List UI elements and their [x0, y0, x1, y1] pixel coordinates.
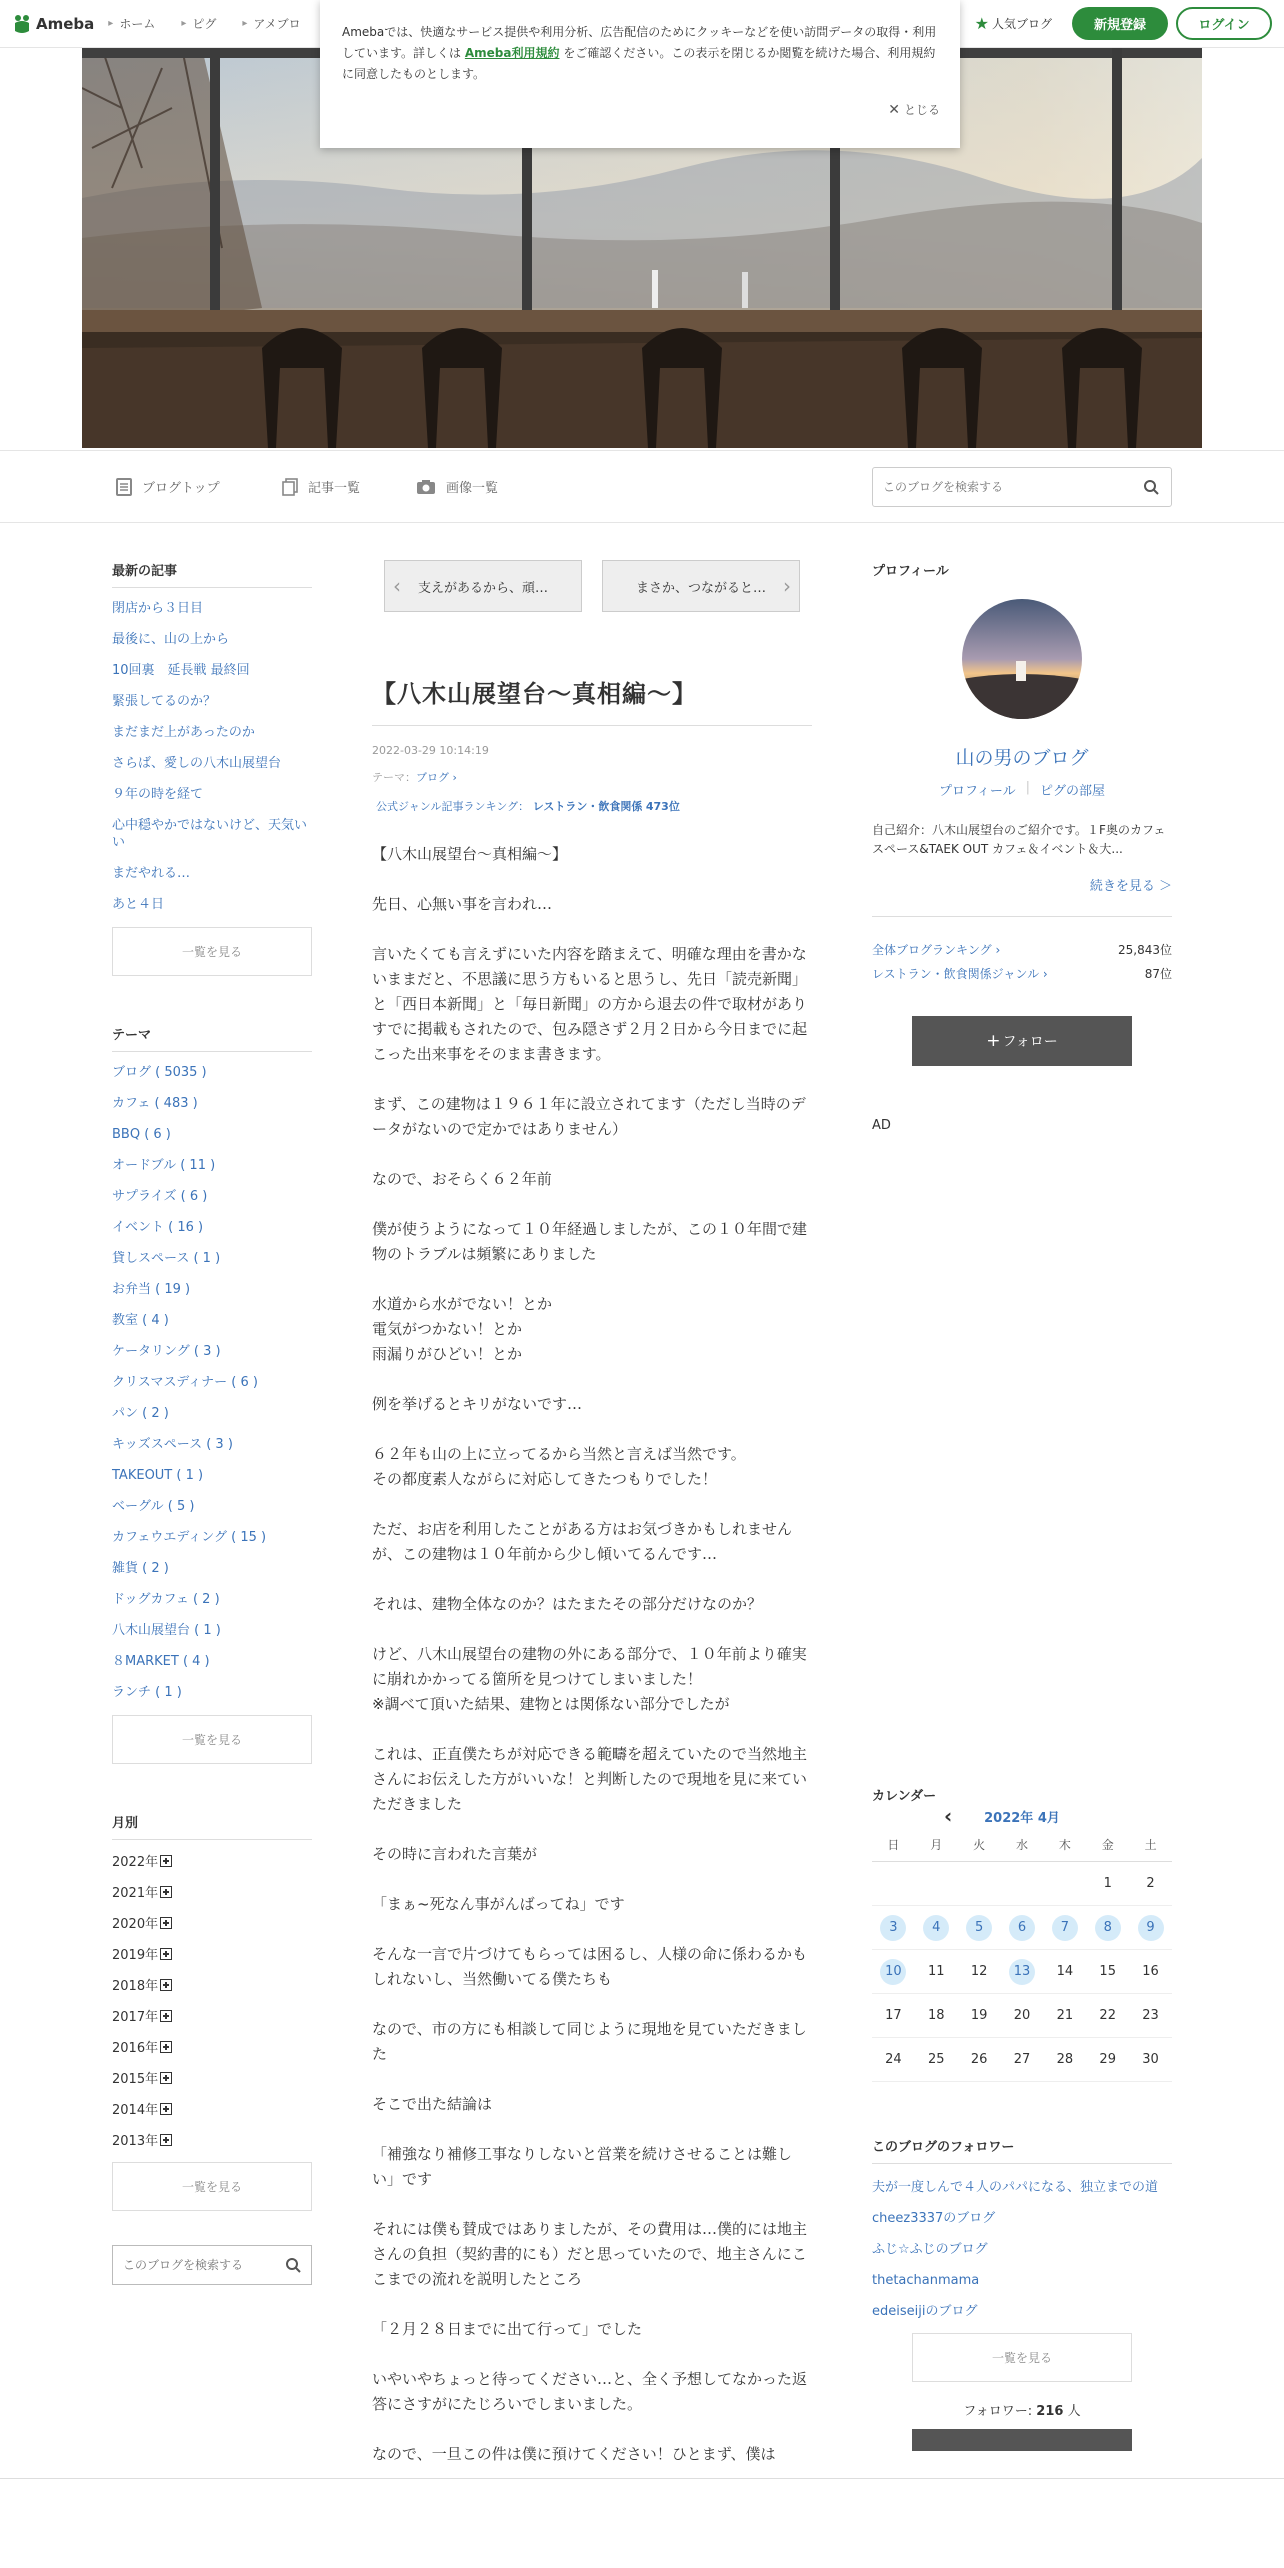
follower-link[interactable]: 夫が一度しんで４人のパパになる、独立までの道	[872, 2180, 1159, 2195]
theme-link[interactable]: TAKEOUT ( 1 )	[112, 1468, 204, 1483]
monthly-more-button[interactable]: 一覧を見る	[112, 2162, 312, 2211]
theme-link[interactable]: ブログ ( 5035 )	[112, 1065, 207, 1080]
avatar[interactable]	[962, 599, 1082, 719]
calendar-day[interactable]: 17	[872, 1994, 915, 2038]
ranking-box	[872, 916, 1172, 982]
nav-label: ホーム	[119, 17, 156, 31]
logo-text: Ameba	[36, 14, 95, 33]
calendar-day[interactable]: 26	[958, 2038, 1001, 2082]
month-item[interactable]	[112, 1914, 312, 1931]
rank-label: 公式ジャンル記事ランキング：	[376, 800, 530, 813]
genre-ranking	[372, 798, 812, 814]
article-paragraph: まず、この建物は１９６１年に設立されてます（ただし当時のデータがないので定かではありません）	[372, 1095, 806, 1138]
calendar-day	[1043, 1862, 1086, 1906]
month-item[interactable]	[112, 1883, 312, 1900]
next-article-button[interactable]	[602, 560, 800, 612]
article-paragraph: 「２月２８日までに出て行って」でした	[372, 2320, 643, 2338]
calendar-heading: カレンダー	[872, 1789, 937, 1804]
calendar-weekday: 土	[1129, 1828, 1172, 1862]
theme-link[interactable]: 八木山展望台 ( 1 )	[112, 1623, 221, 1638]
month-label: 2019年	[112, 1948, 159, 1963]
cookie-close-button[interactable]	[888, 100, 940, 121]
chevron-left-icon: ‹	[393, 574, 401, 598]
calendar-day[interactable]: 6	[1001, 1906, 1044, 1950]
month-label: 2013年	[112, 2134, 159, 2149]
nav-label: ピグ	[192, 17, 217, 31]
theme-heading: テーマ	[112, 1024, 312, 1052]
month-label: 2014年	[112, 2103, 159, 2118]
article-paragraph: そんな一言で片づけてもらっては困るし、人様の命に係わるかもしれないし、当然働いてる僕たちも	[372, 1945, 808, 1988]
calendar-day[interactable]: 21	[1043, 1994, 1086, 2038]
article-paragraph: 僕が使うようになって１０年経過しましたが、この１０年間で建物のトラブルは頻繁にありました	[372, 1220, 808, 1263]
theme-link[interactable]: カフェ ( 483 )	[112, 1096, 198, 1111]
plus-icon[interactable]	[160, 1855, 172, 1867]
article-paragraph: けど、八木山展望台の建物の外にある部分で、１０年前より確実に崩れかかってる箇所を見つけてしまいました！ ※調べて頂いた結果、建物とは関係ない部分でしたが	[372, 1645, 807, 1713]
recent-articles-list	[112, 600, 312, 913]
month-label: 2020年	[112, 1917, 159, 1932]
article-paragraph: ただ、お店を利用したことがある方はお気づきかもしれませんが、この建物は１０年前から少し傾いてるんです…	[372, 1520, 793, 1563]
theme-link[interactable]: キッズスペース ( 3 )	[112, 1437, 233, 1452]
theme-link[interactable]: オードブル ( 11 )	[112, 1158, 216, 1173]
blog-name-link[interactable]: 山の男のブログ	[955, 747, 1089, 769]
calendar-day[interactable]: 19	[958, 1994, 1001, 2038]
calendar-day[interactable]: 20	[1001, 1994, 1044, 2038]
chevron-right-icon: ▸	[181, 18, 187, 29]
cookie-notice	[320, 0, 960, 148]
article-list-label: 記事一覧	[308, 481, 361, 496]
plus-icon[interactable]	[160, 1979, 172, 1991]
month-label: 2022年	[112, 1855, 159, 1870]
month-item[interactable]	[112, 1945, 312, 1962]
recent-article-link[interactable]: まだまだ上があったのか	[112, 725, 255, 740]
follower-link[interactable]: edeiseijiのブログ	[872, 2304, 978, 2319]
calendar-month-header	[872, 1804, 1172, 1828]
recent-articles-heading: 最新の記事	[112, 560, 312, 588]
calendar-day[interactable]: 30	[1129, 2038, 1172, 2082]
nav-home[interactable]	[108, 15, 155, 32]
article-paragraph: 「まぁ~死なん事がんばってね」です	[372, 1895, 625, 1913]
calendar-day	[1001, 1862, 1044, 1906]
follower-link[interactable]: thetachanmama	[872, 2273, 980, 2288]
calendar-weekday: 日	[872, 1828, 915, 1862]
article-body	[372, 842, 812, 2467]
sidebar-search-input[interactable]	[113, 2258, 275, 2272]
article-paragraph: そこで出た結論は	[372, 2095, 493, 2113]
theme-link[interactable]: BBQ ( 6 )	[112, 1127, 171, 1142]
followers-more-button[interactable]: 一覧を見る	[912, 2333, 1132, 2382]
follower-link[interactable]: ふじ☆ふじのブログ	[872, 2242, 988, 2257]
close-icon: ✕	[888, 102, 900, 118]
profile-intro: 自己紹介：八木山展望台のご紹介です。１F奥のカフェスペース&TAEK OUT カフェ＆イベント＆大...	[872, 823, 1166, 856]
recent-article-link[interactable]: 最後に、山の上から	[112, 632, 230, 647]
calendar-day[interactable]: 15	[1086, 1950, 1129, 1994]
ranking-value: 25,843位	[1118, 943, 1172, 957]
recent-article-link[interactable]: 閉店から３日目	[112, 601, 204, 616]
popular-blogs-link[interactable]	[975, 14, 1052, 33]
global-nav	[108, 15, 326, 32]
theme-link[interactable]: サプライズ ( 6 )	[112, 1189, 208, 1204]
theme-link[interactable]: ケータリング ( 3 )	[112, 1344, 221, 1359]
month-label: 2016年	[112, 2041, 159, 2056]
calendar-day[interactable]: 12	[958, 1950, 1001, 1994]
month-label: 2015年	[112, 2072, 159, 2087]
theme-link[interactable]: ８MARKET ( 4 )	[112, 1654, 210, 1669]
blog-search	[872, 467, 1172, 507]
recent-article-link[interactable]: さらば、愛しの八木山展望台	[112, 756, 282, 771]
chevron-left-icon[interactable]: ‹	[944, 1804, 953, 1828]
article-paragraph: なので、市の方にも相談して同じように現地を見ていただきました	[372, 2020, 807, 2063]
recent-more-button[interactable]: 一覧を見る	[112, 927, 312, 976]
close-label: とじる	[903, 103, 940, 117]
calendar-day[interactable]: 1	[1086, 1862, 1129, 1906]
read-more-link[interactable]: 続きを見る ＞	[1089, 879, 1172, 894]
calendar-day[interactable]: 14	[1043, 1950, 1086, 1994]
follow-label: フォロー	[1002, 1034, 1058, 1050]
article-paragraph: 水道から水がでない！とか 電気がつかない！とか 雨漏りがひどい！とか	[372, 1295, 553, 1363]
rank-value: 473位	[645, 800, 680, 813]
plus-icon[interactable]	[160, 2103, 172, 2115]
article-paragraph: なので、一旦この件は僕に預けてください！ひとまず、僕は	[372, 2445, 776, 2463]
document-icon	[116, 478, 132, 496]
ad-label: AD	[872, 1118, 891, 1133]
rank-genre-link[interactable]: レストラン・飲食関係	[532, 800, 643, 813]
article-paragraph: いやいやちょっと待ってください…と、全く予想してなかった返答にさすがにたじろいでしまいました。	[372, 2370, 808, 2413]
theme-link[interactable]: ランチ ( 1 )	[112, 1685, 182, 1700]
plus-icon: +	[986, 1031, 1001, 1051]
month-item[interactable]	[112, 1976, 312, 1993]
plus-icon[interactable]	[160, 1948, 172, 1960]
month-item[interactable]	[112, 2038, 312, 2055]
theme-link[interactable]: イベント ( 16 )	[112, 1220, 204, 1235]
calendar-day[interactable]: 11	[915, 1950, 958, 1994]
header-actions	[975, 7, 1272, 40]
register-button[interactable]: 新規登録	[1072, 7, 1168, 40]
prev-article-button[interactable]	[384, 560, 582, 612]
monthly-heading: 月別	[112, 1812, 312, 1840]
recent-article-link[interactable]: あと４日	[112, 897, 165, 912]
nav-pigg[interactable]	[181, 15, 216, 32]
blog-top-label: ブログトップ	[142, 481, 220, 496]
ranking-row	[872, 965, 1172, 982]
overall-ranking-link[interactable]: 全体ブログランキング ›	[872, 943, 1001, 957]
nav-label: アメブロ	[253, 17, 301, 31]
calendar-grid	[872, 1828, 1172, 2082]
prev-article-label: 支えがあるから、頑…	[417, 580, 548, 596]
article	[372, 560, 812, 2492]
theme-link[interactable]: お弁当 ( 19 )	[112, 1282, 191, 1297]
plus-icon[interactable]	[160, 1886, 172, 1898]
theme-link[interactable]: 教室 ( 4 )	[112, 1313, 169, 1328]
calendar-day[interactable]: 22	[1086, 1994, 1129, 2038]
recent-article-link[interactable]: まだやれる…	[112, 866, 191, 881]
article-date: 2022-03-29 10:14:19	[372, 744, 489, 757]
article-paragraph: なので、おそらく６２年前	[372, 1170, 552, 1188]
calendar-day[interactable]: 3	[872, 1906, 915, 1950]
ranking-row	[872, 941, 1172, 958]
ranking-value: 87位	[1144, 967, 1172, 981]
chevron-right-icon: ›	[783, 574, 791, 598]
calendar-day[interactable]: 16	[1129, 1950, 1172, 1994]
theme-more-button[interactable]: 一覧を見る	[112, 1715, 312, 1764]
article-paragraph: それは、建物全体なのか？はたまたその部分だけなのか？	[372, 1595, 763, 1613]
calendar-weekday: 月	[915, 1828, 958, 1862]
calendar-day[interactable]: 23	[1129, 1994, 1172, 2038]
theme-list	[112, 1064, 312, 1701]
theme-link[interactable]: パン ( 2 )	[112, 1406, 169, 1421]
article-theme: テーマ：ブログ ›	[372, 771, 457, 784]
calendar-day[interactable]: 25	[915, 2038, 958, 2082]
article-paragraph: それには僕も賛成ではありましたが、その費用は…僕的には地主さんの負担（契約書的にも）だと思っていたので、地主さんにここまでの流れを説明したところ	[372, 2220, 808, 2288]
next-article-label: まさか、つながると…	[635, 580, 766, 596]
month-item[interactable]	[112, 2100, 312, 2117]
copy-icon	[282, 478, 298, 496]
calendar-day[interactable]: 9	[1129, 1906, 1172, 1950]
follow-button-bottom[interactable]	[912, 2429, 1132, 2451]
calendar-day[interactable]: 2	[1129, 1862, 1172, 1906]
pig-room-link[interactable]: ピグの部屋	[1040, 784, 1106, 799]
search-icon[interactable]	[1131, 479, 1171, 495]
sidebar-search	[112, 2245, 312, 2285]
article-paragraph: ６２年も山の上に立ってるから当然と言えば当然です。 その都度素人ながらに対応してきたつもりでした！	[372, 1445, 746, 1488]
blog-search-input[interactable]	[873, 480, 1131, 494]
plus-icon[interactable]	[160, 2072, 172, 2084]
calendar-weekday: 金	[1086, 1828, 1129, 1862]
article-list-link[interactable]	[282, 477, 360, 496]
nav-ameblo[interactable]	[242, 15, 300, 32]
calendar-day[interactable]: 13	[1001, 1950, 1044, 1994]
camera-icon	[416, 479, 436, 495]
recent-article-link[interactable]: ９年の時を経て	[112, 787, 204, 802]
profile-heading: プロフィール	[872, 564, 949, 579]
cookie-text-2: をご確認ください。この表示を閉じるか閲覧を続けた場合、利用規約に同意したものとします。	[342, 46, 936, 81]
calendar-day	[872, 1862, 915, 1906]
calendar-day[interactable]: 27	[1001, 2038, 1044, 2082]
profile-links: プロフィール | ピグの部屋	[938, 780, 1106, 799]
chevron-right-icon: ▸	[108, 18, 114, 29]
plus-icon[interactable]	[160, 2134, 172, 2146]
cookie-text: Amebaでは、快適なサービス提供や利用分析、広告配信のためにクッキーなどを使い訪問データの取得・利用しています。詳しくは	[342, 25, 937, 60]
calendar	[872, 1785, 1172, 2082]
image-list-label: 画像一覧	[446, 481, 499, 496]
calendar-day[interactable]: 8	[1086, 1906, 1129, 1950]
followers-section	[872, 2136, 1172, 2451]
follower-count: フォロワー: 216 人	[963, 2404, 1081, 2419]
article-paragraph: 例を挙げるとキリがないです…	[372, 1395, 583, 1413]
theme-link[interactable]: 貸しスペース ( 1 )	[112, 1251, 221, 1266]
blog-nav	[0, 450, 1284, 523]
chevron-right-icon: ▸	[242, 18, 248, 29]
theme-link[interactable]: クリスマスディナー ( 6 )	[112, 1375, 258, 1390]
calendar-day[interactable]: 7	[1043, 1906, 1086, 1950]
follow-button[interactable]	[912, 1016, 1132, 1066]
calendar-weekday: 水	[1001, 1828, 1044, 1862]
calendar-day[interactable]: 29	[1086, 2038, 1129, 2082]
calendar-day[interactable]: 5	[958, 1906, 1001, 1950]
right-sidebar	[872, 560, 1172, 2451]
theme-link[interactable]: ベーグル ( 5 )	[112, 1499, 195, 1514]
theme-link[interactable]: ブログ	[416, 771, 449, 784]
month-label: 2018年	[112, 1979, 159, 1994]
blog-top-link[interactable]	[116, 477, 220, 496]
calendar-day[interactable]: 4	[915, 1906, 958, 1950]
article-pager	[372, 560, 812, 612]
calendar-day[interactable]: 10	[872, 1950, 915, 1994]
month-label: 2021年	[112, 1886, 159, 1901]
calendar-day[interactable]: 18	[915, 1994, 958, 2038]
calendar-weekday: 木	[1043, 1828, 1086, 1862]
month-item[interactable]	[112, 1852, 312, 1869]
login-button[interactable]: ログイン	[1176, 7, 1272, 40]
recent-article-link[interactable]: 心中穏やかではないけど、天気いい	[112, 818, 308, 850]
theme-link[interactable]: 雑貨 ( 2 )	[112, 1561, 169, 1576]
article-title: 【八木山展望台～真相編～】	[372, 674, 812, 726]
article-paragraph: 先日、心無い事を言われ…	[372, 895, 553, 913]
article-paragraph: これは、正直僕たちが対応できる範疇を超えていたので当然地主さんにお伝えした方がいいな！と判断したので現地を見に来ていただきました	[372, 1745, 808, 1813]
popular-label: 人気ブログ	[991, 17, 1052, 31]
calendar-weekday: 火	[958, 1828, 1001, 1862]
month-item[interactable]	[112, 2069, 312, 2086]
article-paragraph: 「補強なり補修工事なりしないと営業を続けさせることは難しい」です	[372, 2145, 793, 2188]
article-paragraph: その時に言われた言葉が	[372, 1845, 538, 1863]
recent-article-link[interactable]: 緊張してるのか？	[112, 694, 217, 709]
monthly-list	[112, 1852, 312, 2148]
followers-heading: このブログのフォロワー	[872, 2136, 1172, 2164]
theme-label: テーマ：	[372, 771, 416, 784]
month-item[interactable]	[112, 2131, 312, 2148]
calendar-day	[958, 1862, 1001, 1906]
followers-list	[872, 2178, 1172, 2321]
calendar-day[interactable]: 28	[1043, 2038, 1086, 2082]
calendar-day	[915, 1862, 958, 1906]
month-item[interactable]	[112, 2007, 312, 2024]
recent-article-link[interactable]: 10回裏 延長戦 最終回	[112, 663, 250, 678]
article-paragraph: 【八木山展望台～真相編～】	[372, 845, 568, 863]
profile-link[interactable]: プロフィール	[938, 784, 1016, 799]
star-icon: ★	[974, 14, 989, 33]
genre-ranking-link[interactable]: レストラン・飲食関係ジャンル ›	[872, 967, 1048, 981]
theme-link[interactable]: ドッグカフェ ( 2 )	[112, 1592, 220, 1607]
bottom-divider	[0, 2478, 1284, 2479]
plus-icon[interactable]	[160, 2010, 172, 2022]
article-paragraph: 言いたくても言えずにいた内容を踏まえて、明確な理由を書かないままだと、不思議に思う方もいると思うし、先日「読売新聞」と「西日本新聞」と「毎日新聞」の方から退去の件で取材がありすでに掲載もされたので、包み隠さず２月２日から今日までに起こった出来事をそのまま書きます。	[372, 945, 808, 1063]
ameba-logo-icon	[12, 13, 32, 35]
plus-icon[interactable]	[160, 1917, 172, 1929]
image-list-link[interactable]	[416, 477, 498, 496]
calendar-month: 2022年 4月	[984, 1810, 1060, 1826]
terms-link[interactable]: Ameba利用規約	[464, 46, 560, 60]
follower-link[interactable]: cheez3337のブログ	[872, 2211, 996, 2226]
theme-link[interactable]: カフェウエディング ( 15 )	[112, 1530, 267, 1545]
calendar-day[interactable]: 24	[872, 2038, 915, 2082]
left-sidebar	[112, 560, 312, 2285]
month-label: 2017年	[112, 2010, 159, 2025]
ameba-logo[interactable]	[12, 13, 94, 35]
search-icon[interactable]	[275, 2257, 311, 2273]
plus-icon[interactable]	[160, 2041, 172, 2053]
